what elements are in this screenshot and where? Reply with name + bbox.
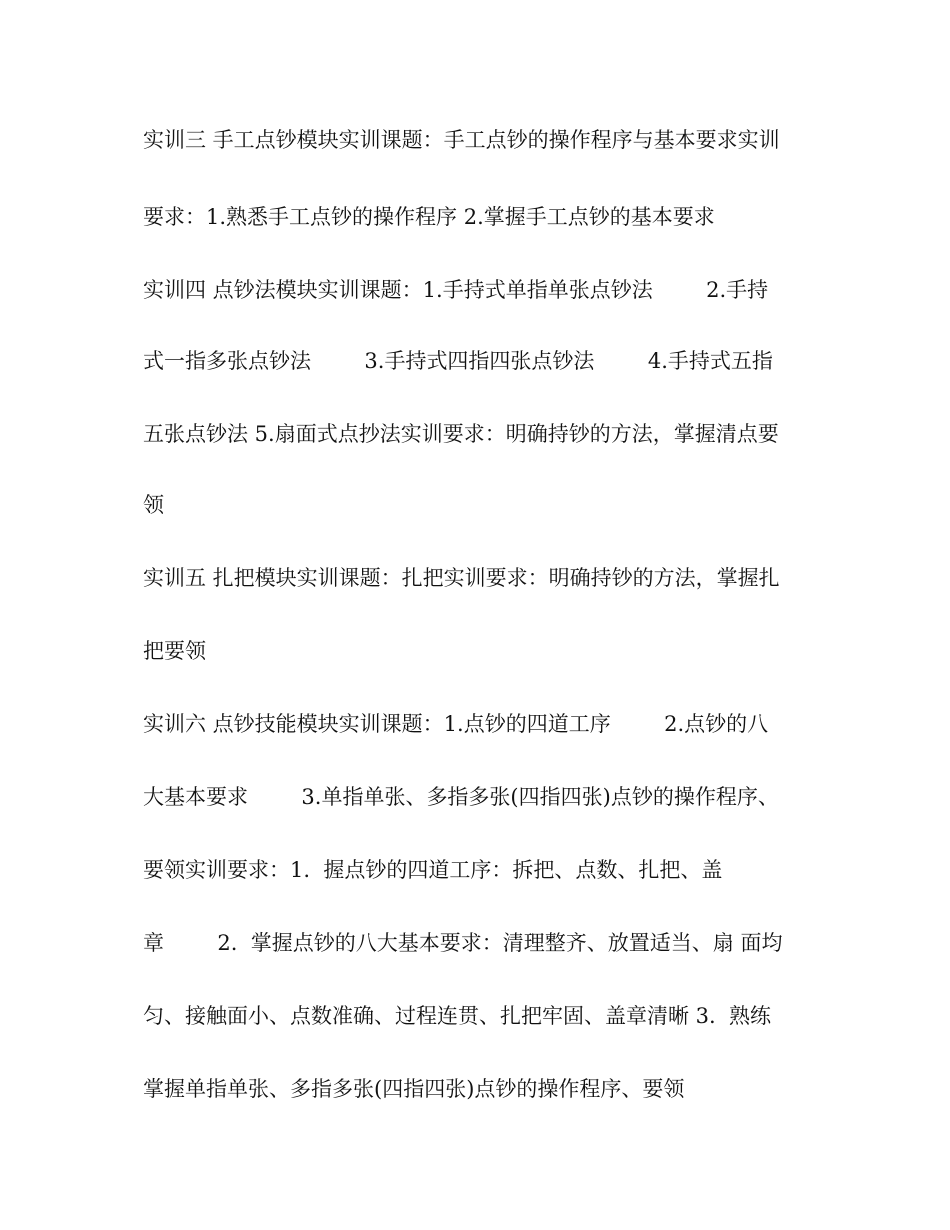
text-line: 要领实训要求：1. 握点钞的四道工序：拆把、点数、扎把、盖 (143, 858, 723, 882)
text-line: 实训五 扎把模块实训课题：扎把实训要求：明确持钞的方法，掌握扎 (143, 566, 780, 590)
text-line: 五张点钞法 5.扇面式点抄法实训要求：明确持钞的方法，掌握清点要 (143, 422, 779, 446)
text-line: 要求：1.熟悉手工点钞的操作程序 2.掌握手工点钞的基本要求 (143, 205, 715, 229)
text-line: 大基本要求 3.单指单张、多指多张(四指四张)点钞的操作程序、 (143, 785, 779, 809)
text-line: 实训四 点钞法模块实训课题：1.手持式单指单张点钞法 2.手持 (143, 278, 769, 302)
text-line: 章 2. 掌握点钞的八大基本要求：清理整齐、放置适当、扇 面均 (143, 931, 783, 955)
text-line: 掌握单指单张、多指多张(四指四张)点钞的操作程序、要领 (143, 1077, 685, 1101)
text-line: 把要领 (143, 639, 206, 663)
text-line: 实训六 点钞技能模块实训课题：1.点钞的四道工序 2.点钞的八 (143, 712, 769, 736)
text-line: 匀、接触面小、点数准确、过程连贯、扎把牢固、盖章清晰 3. 熟练 (143, 1004, 772, 1028)
text-line: 实训三 手工点钞模块实训课题：手工点钞的操作程序与基本要求实训 (143, 128, 780, 152)
text-line: 式一指多张点钞法 3.手持式四指四张点钞法 4.手持式五指 (143, 349, 773, 373)
text-line: 领 (143, 493, 164, 517)
